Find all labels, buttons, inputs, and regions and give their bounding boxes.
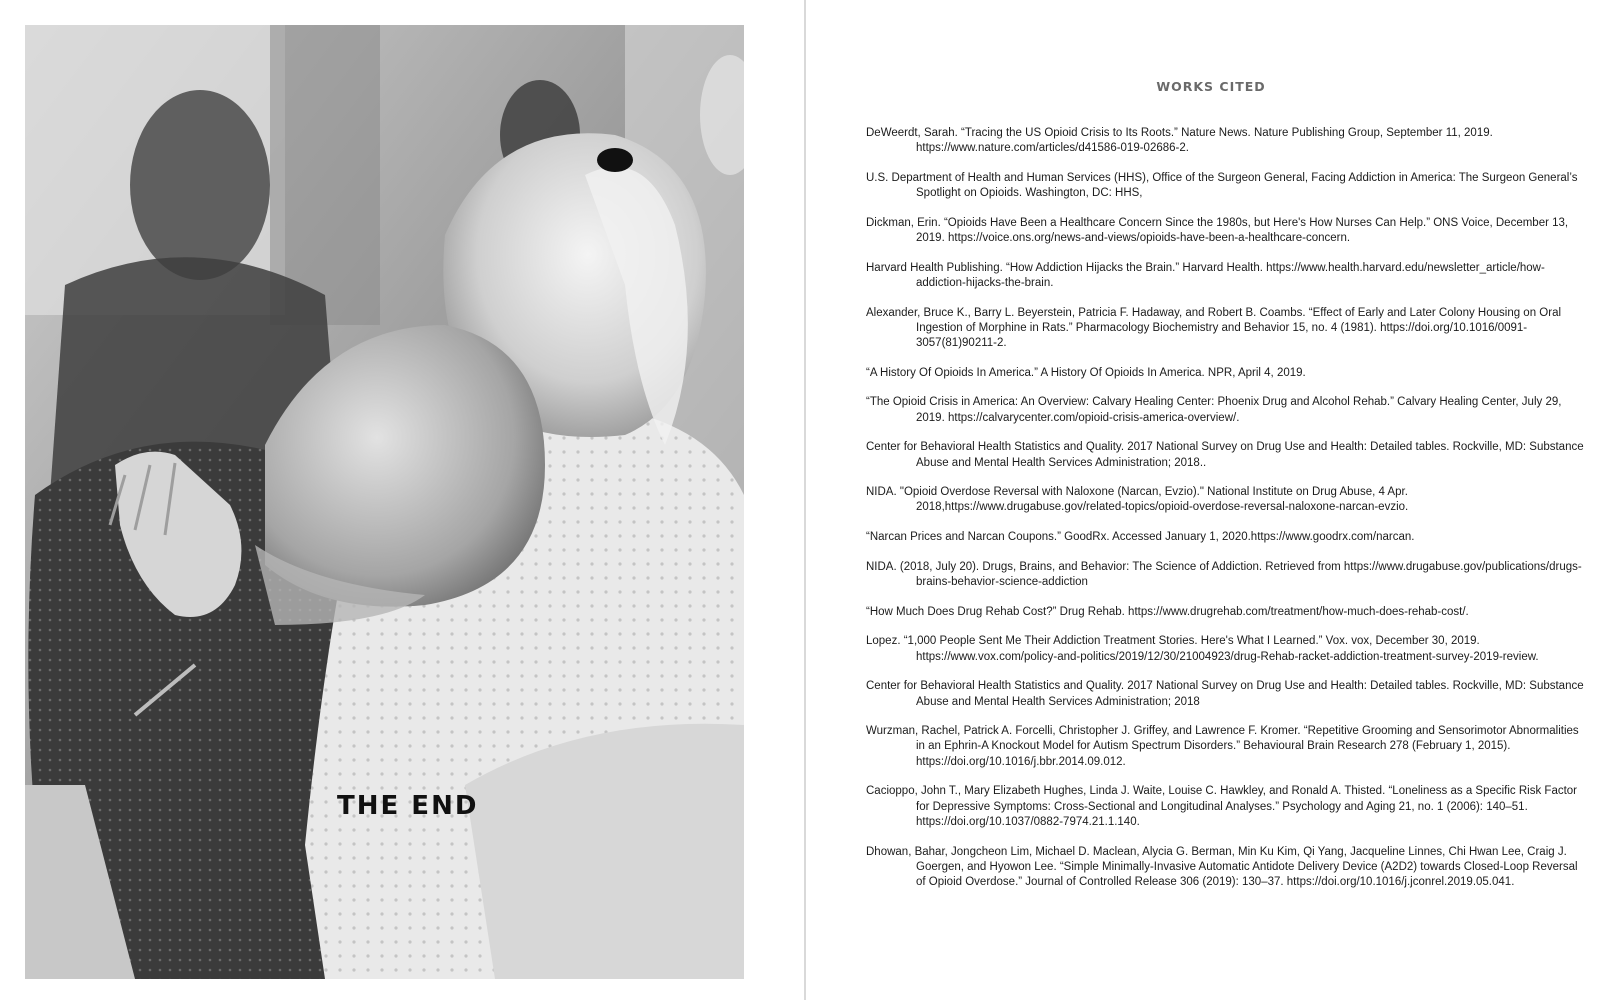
reference-item: Dhowan, Bahar, Jongcheon Lim, Michael D. Maclean, Alycia G. Berman, Min Ku Kim, Qi Yang, Jacqueline Linnes, Chi Hwan Lee, Craig J. Goergen, and Hyowon Lee. “Simple Minimally-Invasive Automatic Antidote Delivery Device (A2D2) towards Closed-Loop Reversal of Opioid Overdose.” Journal of Controlled Release 306 (2019): 130–37. https://doi.org/10.1016/j.jconrel.2019.05.041. <box>866 845 1578 888</box>
reference-item: Lopez. “1,000 People Sent Me Their Addiction Treatment Stories. Here's What I Learned.” Vox. vox, December 30, 2019. https://www.vox.com/policy-and-politics/2019/12/30/21004923/drug-Rehab-racket-addiction-treatment-survey-2019-review. <box>866 635 1539 663</box>
reference-item: “A History Of Opioids In America.” A History Of Opioids In America. NPR, April 4, 2019. <box>866 366 1306 379</box>
reference-item: “Narcan Prices and Narcan Coupons.” GoodRx. Accessed January 1, 2020.https://www.goodrx.com/narcan. <box>866 531 1415 544</box>
reference-item: “How Much Does Drug Rehab Cost?” Drug Rehab. https://www.drugrehab.com/treatment/how-much-does-rehab-cost/. <box>866 605 1469 618</box>
reference-item: Dickman, Erin. “Opioids Have Been a Healthcare Concern Since the 1980s, but Here's How Nurses Can Help.” ONS Voice, December 13, 2019. https://voice.ons.org/news-and-views/opioids-have-been-a-healthcare-concern. <box>866 216 1569 245</box>
reference-item: NIDA. "Opioid Overdose Reversal with Naloxone (Narcan, Evzio)." National Institute on Drug Abuse, 4 Apr. 2018,https://www.drugabuse.gov/related-topics/opioid-overdose-reversal-naloxone-narcan-evzio. <box>866 486 1409 514</box>
photo-caption-the-end: THE END <box>337 791 479 821</box>
reference-item: DeWeerdt, Sarah. “Tracing the US Opioid Crisis to Its Roots.” Nature News. Nature Publishing Group, September 11, 2019. https://www.nature.com/articles/d41586-019-02686-2. <box>866 127 1493 155</box>
reference-item: Cacioppo, John T., Mary Elizabeth Hughes, Linda J. Waite, Louise C. Hawkley, and Ronald A. Thisted. “Loneliness as a Specific Risk Factor for Depressive Symptoms: Cross-Sectional and Longitudinal Analyses.” Psychology and Aging 21, no. 1 (2006): 140–51. https://doi.org/10.1037/0882-7974.21.1.140. <box>866 785 1578 828</box>
references-list <box>866 126 1588 905</box>
reference-item: NIDA. (2018, July 20). Drugs, Brains, and Behavior: The Science of Addiction. Retrieved from https://www.drugabuse.gov/publications/drugs-brains-behavior-science-addiction <box>866 560 1582 589</box>
reference-item: Harvard Health Publishing. “How Addiction Hijacks the Brain.” Harvard Health. https://www.health.harvard.edu/newsletter_article/how-addiction-hijacks-the-brain. <box>866 261 1545 289</box>
reference-item: Center for Behavioral Health Statistics and Quality. 2017 National Survey on Drug Use and Health: Detailed tables. Rockville, MD: Substance Abuse and Mental Health Services Administration; 2018 <box>866 680 1584 708</box>
reference-item: Wurzman, Rachel, Patrick A. Forcelli, Christopher J. Griffey, and Lawrence F. Kromer. “Repetitive Grooming and Sensorimotor Abnormalities in an Ephrin-A Knockout Model for Autism Spectrum Disorders.” Behavioural Brain Research 278 (February 1, 2015). https://doi.org/10.1016/j.bbr.2014.09.012. <box>866 725 1579 768</box>
left-page <box>0 0 800 1000</box>
right-page <box>806 0 1601 1000</box>
reference-item: U.S. Department of Health and Human Services (HHS), Office of the Surgeon General, Facing Addiction in America: The Surgeon General’s Spotlight on Opioids. Washington, DC: HHS, <box>866 171 1578 200</box>
hug-photo <box>25 25 744 979</box>
reference-item: “The Opioid Crisis in America: An Overview: Calvary Healing Center: Phoenix Drug and Alcohol Rehab.” Calvary Healing Center, July 29, 2019. https://calvarycenter.com/opioid-crisis-america-overview/. <box>866 396 1562 424</box>
hug-photo-illustration <box>25 25 744 979</box>
works-cited-heading: WORKS CITED <box>1156 79 1266 94</box>
reference-item: Center for Behavioral Health Statistics and Quality. 2017 National Survey on Drug Use and Health: Detailed tables. Rockville, MD: Substance Abuse and Mental Health Services Administration; 2018.. <box>866 441 1584 469</box>
reference-item: Alexander, Bruce K., Barry L. Beyerstein, Patricia F. Hadaway, and Robert B. Coambs. “Effect of Early and Later Colony Housing on Oral Ingestion of Morphine in Rats.” Pharmacology Biochemistry and Behavior 15, no. 4 (1981). https://doi.org/10.1016/0091-3057(81)90211-2. <box>866 306 1562 350</box>
